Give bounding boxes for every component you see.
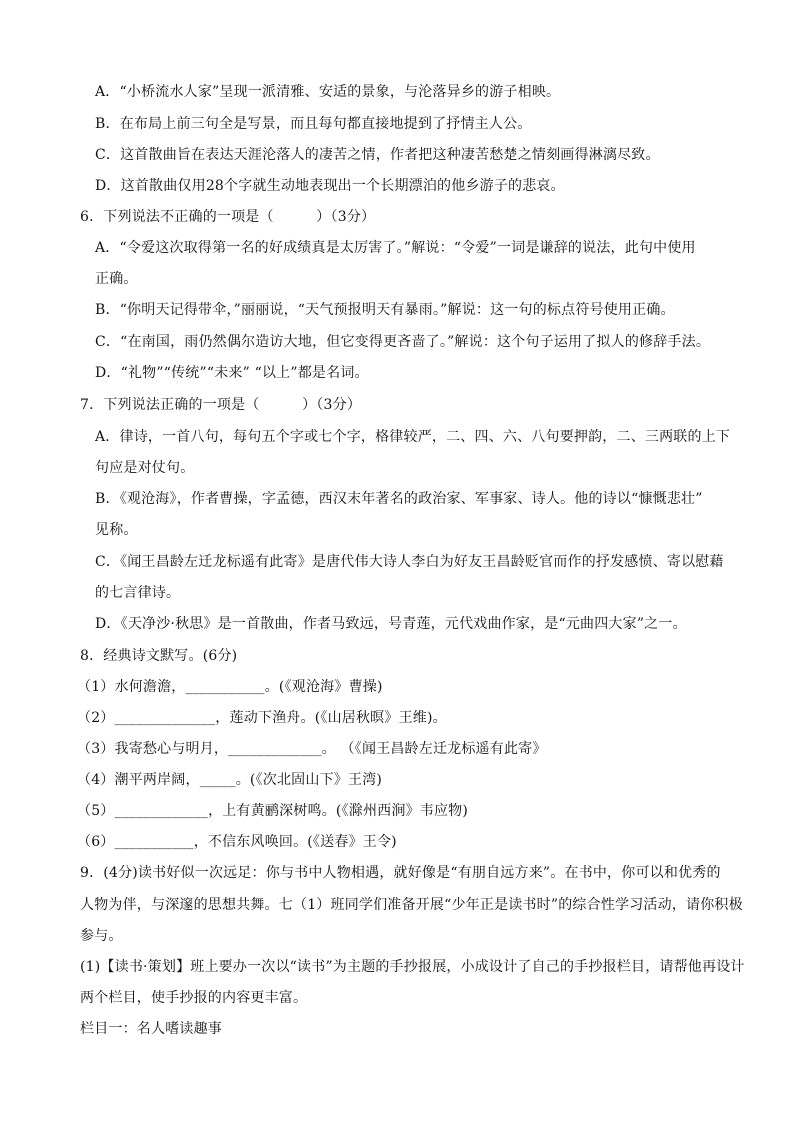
q7-option-a-line1: A．律诗，一首八句，每句五个字或七个字，格律较严，二、四、六、八句要押韵，二、三两联的上下	[95, 429, 731, 445]
q5-option-a: A．“小桥流水人家”呈现一派清雅、安适的景象，与沦落异乡的游子相映。	[95, 84, 561, 100]
q8-item-5: （5）_____________，上有黄鹂深树鸣。(《滁州西涧》韦应物)	[77, 803, 469, 819]
q9-sub1-line1: (1)【读书·策划】班上要办一次以“读书”为主题的手抄报展，小成设计了自己的手抄报栏目，请帮他再设计	[80, 959, 745, 975]
q7-option-b-line1: B．《观沧海》，作者曹操，字孟德，西汉末年著名的政治家、军事家、诗人。他的诗以“慷慨悲壮”	[95, 491, 703, 507]
q7-option-a-line2: 句应是对仗句。	[95, 460, 195, 476]
q6-option-b: B．“你明天记得带伞，”丽丽说，“天气预报明天有暴雨。”解说：这一句的标点符号使用正确。	[95, 302, 675, 318]
q6-option-a-line2: 正确。	[95, 271, 138, 287]
q6-option-a-line1: A．“令爱这次取得第一名的好成绩真是太厉害了。”解说：“令爱”一词是谦辞的说法，此句中使用	[95, 240, 696, 256]
q8-item-4: （4）潮平两岸阔，_____。(《次北固山下》王湾)	[77, 772, 383, 788]
q7-option-d: D．《天净沙·秋思》是一首散曲，作者马致远，号青莲，元代戏曲作家，是“元曲四大家”之一。	[95, 616, 687, 632]
q6-option-c: C．“在南国，雨仍然偶尔造访大地，但它变得更吝啬了。”解说：这个句子运用了拟人的修辞手法。	[95, 334, 711, 350]
q7-option-c-line2: 的七言律诗。	[95, 585, 181, 601]
q8-item-2: （2）______________，莲动下渔舟。(《山居秋暝》王维)。	[77, 710, 447, 726]
q6-option-d: D．“礼物”“传统”“未来” “以上”都是名词。	[95, 365, 369, 381]
q7-option-b-line2: 见称。	[95, 522, 138, 538]
q7-option-c-line1: C．《闻王昌龄左迁龙标遥有此寄》是唐代伟大诗人李白为好友王昌龄贬官而作的抒发感愤、寄以慰藉	[95, 554, 724, 570]
q8-item-3: （3）我寄愁心与明月，_____________。 （《闻王昌龄左迁龙标遥有此寄》	[77, 741, 547, 757]
q5-option-c: C．这首散曲旨在表达天涯沦落人的凄苦之情，作者把这种凄苦愁楚之情刻画得淋漓尽致。	[95, 147, 660, 163]
q5-option-b: B．在布局上前三句全是写景，而且每句都直接地提到了抒情主人公。	[95, 116, 532, 132]
q9-line2: 人物为伴，与深邃的思想共舞。七（1）班同学们准备开展“少年正是读书时”的综合性学习活动，请你积极	[80, 897, 743, 913]
q8-item-6: （6）___________，不信东风唤回。(《送春》王令)	[77, 834, 397, 850]
q8-stem: 8．经典诗文默写。(6分)	[80, 648, 238, 664]
q9-line1: 9．(4分)读书好似一次远足：你与书中人物相遇，就好像是“有朋自远方来”。在书中，你可以和优秀的	[80, 865, 721, 881]
q7-stem: 7．下列说法正确的一项是（ ）（3分）	[80, 397, 362, 413]
q9-column1: 栏目一：名人嗜读趣事	[80, 1021, 222, 1037]
q6-stem: 6．下列说法不正确的一项是（ ）（3分）	[80, 209, 376, 225]
q8-item-1: （1）水何澹澹，___________。(《观沧海》曹操)	[77, 679, 383, 695]
q5-option-d: D．这首散曲仅用28个字就生动地表现出一个长期漂泊的他乡游子的悲哀。	[95, 178, 565, 194]
q9-line3: 参与。	[80, 928, 123, 944]
q9-sub1-line2: 两个栏目，使手抄报的内容更丰富。	[80, 990, 308, 1006]
